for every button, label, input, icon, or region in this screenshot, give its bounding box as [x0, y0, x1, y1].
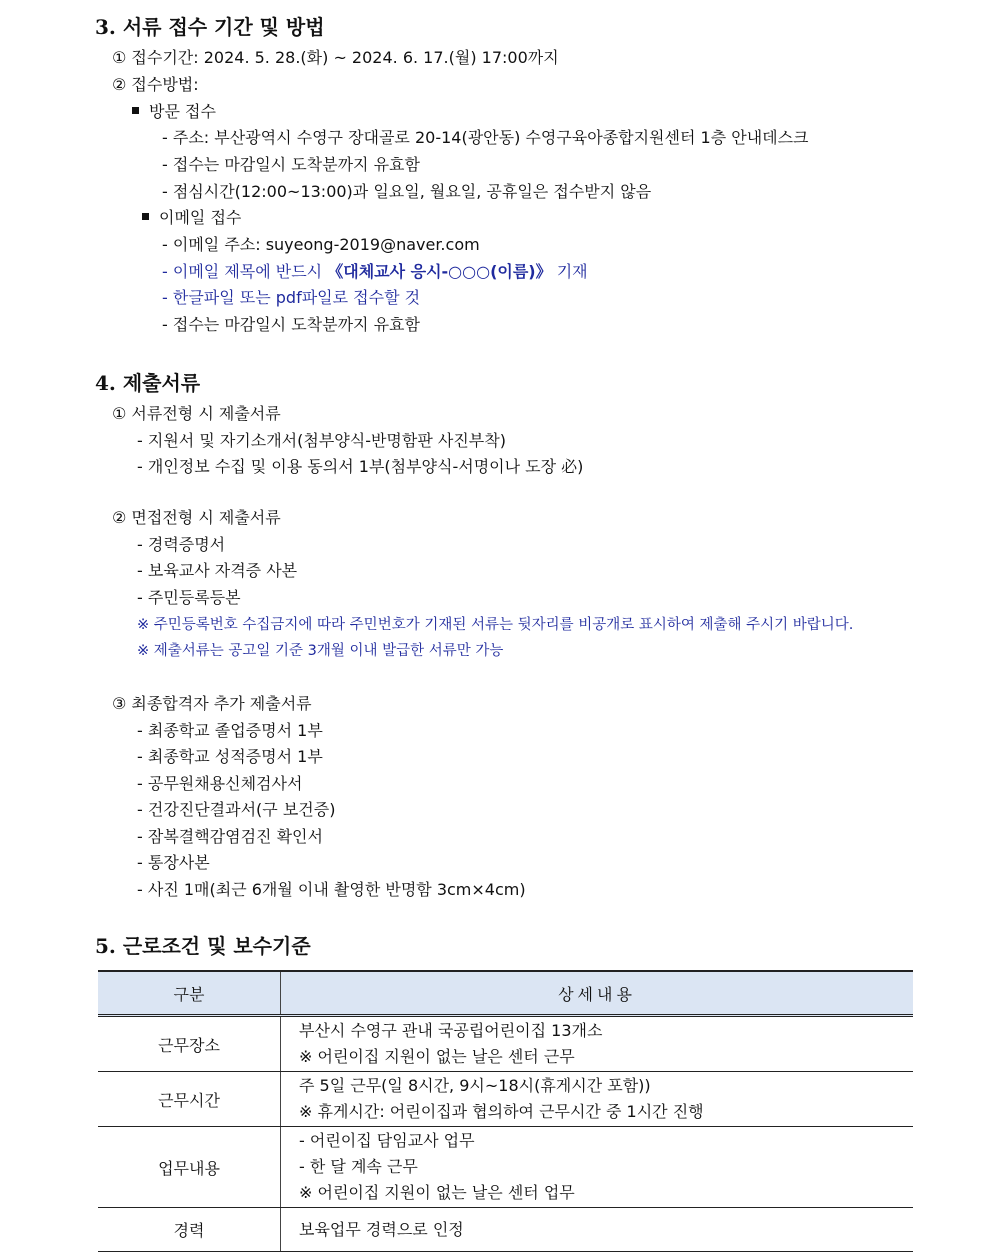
row-detail: 부산시 수영구 관내 국공립어린이집 13개소 ※ 어린이집 지원이 없는 날은 센터 근무: [281, 1016, 914, 1072]
doc-item: - 보육교사 자격증 사본: [137, 561, 298, 580]
section-4-title: 4. 제출서류: [95, 371, 201, 395]
doc-item: - 최종학교 성적증명서 1부: [137, 747, 323, 766]
visit-exclusions: - 점심시간(12:00~13:00)과 일요일, 월요일, 공휴일은 접수받지 않음: [162, 182, 652, 201]
section-3-title: 3. 서류 접수 기간 및 방법: [95, 15, 325, 39]
doc-item: - 사진 1매(최근 6개월 이내 촬영한 반명함 3cm×4cm): [137, 880, 526, 899]
email-address: - 이메일 주소: suyeong-2019@naver.com: [162, 235, 480, 254]
receipt-period: ① 접수기간: 2024. 5. 28.(화) ~ 2024. 6. 17.(월) 17:00까지: [112, 48, 559, 67]
row-detail: 보육업무 경력으로 인정: [281, 1208, 914, 1252]
table-row: [98, 1072, 913, 1127]
column-header: 구분: [98, 971, 281, 1016]
doc-group-2-label: ② 면접전형 시 제출서류: [112, 508, 281, 527]
column-header: 상세내용: [281, 971, 914, 1016]
row-label: 업무내용: [98, 1127, 281, 1208]
email-subject-rule: - 이메일 제목에 반드시 《대체교사 응시-○○○(이름)》 기재: [162, 262, 588, 281]
section-5-title: 5. 근로조건 및 보수기준: [95, 934, 311, 958]
email-format-rule: - 한글파일 또는 pdf파일로 접수할 것: [162, 288, 421, 307]
working-conditions-table: [98, 970, 913, 1252]
table-row: [98, 1208, 913, 1252]
doc-note: ※ 주민등록번호 수집금지에 따라 주민번호가 기재된 서류는 뒷자리를 비공개로 표시하여 제출해 주시기 바랍니다.: [137, 617, 854, 633]
table-row: [98, 1127, 913, 1208]
doc-item: - 공무원채용신체검사서: [137, 774, 303, 793]
table-header-row: [98, 971, 913, 1016]
row-detail: 주 5일 근무(일 8시간, 9시~18시(휴게시간 포함)) ※ 휴게시간: 어린이집과 협의하여 근무시간 중 1시간 진행: [281, 1072, 914, 1127]
square-bullet-icon: [142, 213, 149, 220]
doc-group-3-label: ③ 최종합격자 추가 제출서류: [112, 694, 312, 713]
email-receipt-heading: 이메일 접수: [142, 207, 241, 229]
doc-item: - 잠복결핵감염검진 확인서: [137, 827, 323, 846]
doc-item: - 통장사본: [137, 853, 210, 872]
doc-item: - 주민등록등본: [137, 588, 241, 607]
doc-item: - 개인정보 수집 및 이용 동의서 1부(첨부양식-서명이나 도장 必): [137, 457, 584, 476]
doc-item: - 최종학교 졸업증명서 1부: [137, 721, 323, 740]
receipt-method-label: ② 접수방법:: [112, 75, 199, 94]
doc-group-1-label: ① 서류전형 시 제출서류: [112, 404, 281, 423]
row-label: 근무장소: [98, 1016, 281, 1072]
email-deadline: - 접수는 마감일시 도착분까지 유효함: [162, 315, 420, 334]
doc-note: ※ 제출서류는 공고일 기준 3개월 이내 발급한 서류만 가능: [137, 643, 504, 659]
row-label: 근무시간: [98, 1072, 281, 1127]
visit-address: - 주소: 부산광역시 수영구 장대골로 20-14(광안동) 수영구육아종합지원센터 1층 안내데스크: [162, 128, 809, 147]
row-detail: - 어린이집 담임교사 업무 - 한 달 계속 근무 ※ 어린이집 지원이 없는 날은 센터 업무: [281, 1127, 914, 1208]
doc-item: - 건강진단결과서(구 보건증): [137, 800, 336, 819]
doc-item: - 경력증명서: [137, 535, 226, 554]
row-label: 경력: [98, 1208, 281, 1252]
visit-receipt-heading: 방문 접수: [132, 101, 216, 123]
square-bullet-icon: [132, 107, 139, 114]
visit-deadline: - 접수는 마감일시 도착분까지 유효함: [162, 155, 420, 174]
doc-item: - 지원서 및 자기소개서(첨부양식-반명함판 사진부착): [137, 431, 506, 450]
table-row: [98, 1016, 913, 1072]
